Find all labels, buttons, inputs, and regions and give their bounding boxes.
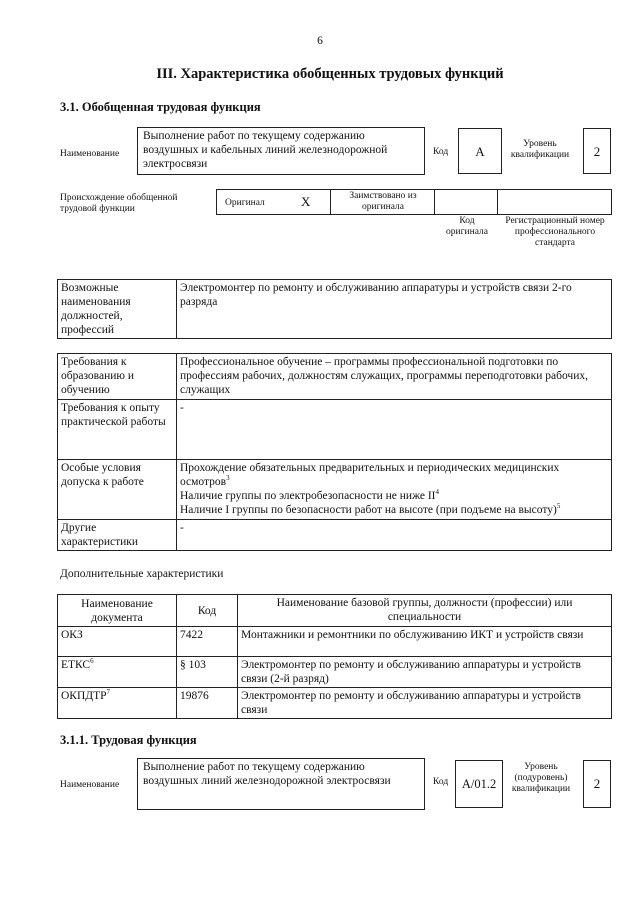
req-other-label: Другие характеристики [58,520,177,551]
code-label: Код [433,147,449,157]
req-access-line1: Прохождение обязательных предварительных и периодических медицинских осмотров [180,462,560,488]
row-code: § 103 [177,657,238,688]
additional-title: Дополнительные характеристики [60,568,224,580]
level-label: Уровень квалификации [510,139,570,160]
doc-name: ОКПДТР [61,690,107,702]
doc-name: ЕТКС [61,659,91,671]
borrowed-label: Заимствовано из оригинала [349,191,417,212]
row-doc [58,688,177,719]
footnote-7: 7 [106,688,111,697]
positions-value: Электромонтер по ремонту и обслуживанию аппаратуры и устройств связи 2-го разряда [177,280,612,339]
code-value: А [458,128,502,174]
req-experience-value: - [177,400,612,460]
footnote-6: 6 [90,657,94,666]
labor-function-title: 3.1.1. Трудовая функция [60,733,197,747]
row-doc [58,627,177,657]
labor-function-name-field: Выполнение работ по текущему содержанию воздушных линий железнодорожной электросвязи [137,758,425,810]
section-title: III. Характеристика обобщенных трудовых функций [156,66,504,82]
level-label-2: Уровень (подуровень) квалификации [511,762,571,794]
table-row [58,688,612,719]
original-mark: Х [301,194,311,209]
footnote-3: 3 [226,474,230,483]
code-value-2: А/01.2 [455,760,503,808]
positions-label: Возможные наименования должностей, профессий [58,280,177,339]
level-value-2: 2 [583,760,611,808]
code-original-caption: Код оригинала [446,216,488,237]
header-code: Код [177,595,238,627]
row-code: 19876 [177,688,238,719]
original-label: Оригинал [225,198,265,208]
requirements-table [57,353,612,551]
additional-table [57,594,612,719]
table-row [58,627,612,657]
header-name: Наименование базовой группы, должности (профессии) или специальности [238,595,612,627]
registration-caption: Регистрационный номер профессионального стандарта [505,216,605,248]
req-access-line2: Наличие группы по электробезопасности не ниже II [180,490,436,502]
positions-table [57,279,612,339]
row-name: Электромонтер по ремонту и обслуживанию аппаратуры и устройств связи (2-й разряд) [238,657,612,688]
doc-name: ОКЗ [61,629,83,641]
header-document: Наименование документа [58,595,177,627]
origin-table [216,189,612,215]
footnote-4: 4 [435,488,440,497]
row-doc [58,657,177,688]
req-education-value: Профессиональное обучение – программы профессиональной подготовки по профессиям рабочих, должностям служащих, программы переподготовки рабочих, служащих [177,354,612,400]
table-row [58,657,612,688]
row-name: Электромонтер по ремонту и обслуживанию аппаратуры и устройств связи [238,688,612,719]
req-other-value: - [177,520,612,551]
origin-label: Происхождение обобщенной трудовой функции [60,193,178,214]
req-access-label: Особые условия допуска к работе [58,460,177,520]
row-name: Монтажники и ремонтники по обслуживанию ИКТ и устройств связи [238,627,612,657]
req-education-label: Требования к образованию и обучению [58,354,177,400]
req-experience-label: Требования к опыту практической работы [58,400,177,460]
code-label-2: Код [433,777,449,787]
subsection-title: 3.1. Обобщенная трудовая функция [60,100,261,114]
level-value: 2 [583,128,611,174]
name-label-2: Наименование [60,780,120,790]
page-number: 6 [317,35,323,47]
req-access-line3: Наличие I группы по безопасности работ на высоте (при подъеме на высоту) [180,504,557,516]
row-code: 7422 [177,627,238,657]
req-access-value [177,460,612,520]
function-name-field: Выполнение работ по текущему содержанию воздушных и кабельных линий железнодорожной электросвязи [137,127,425,175]
name-label: Наименование [60,149,120,159]
footnote-5: 5 [556,502,561,511]
